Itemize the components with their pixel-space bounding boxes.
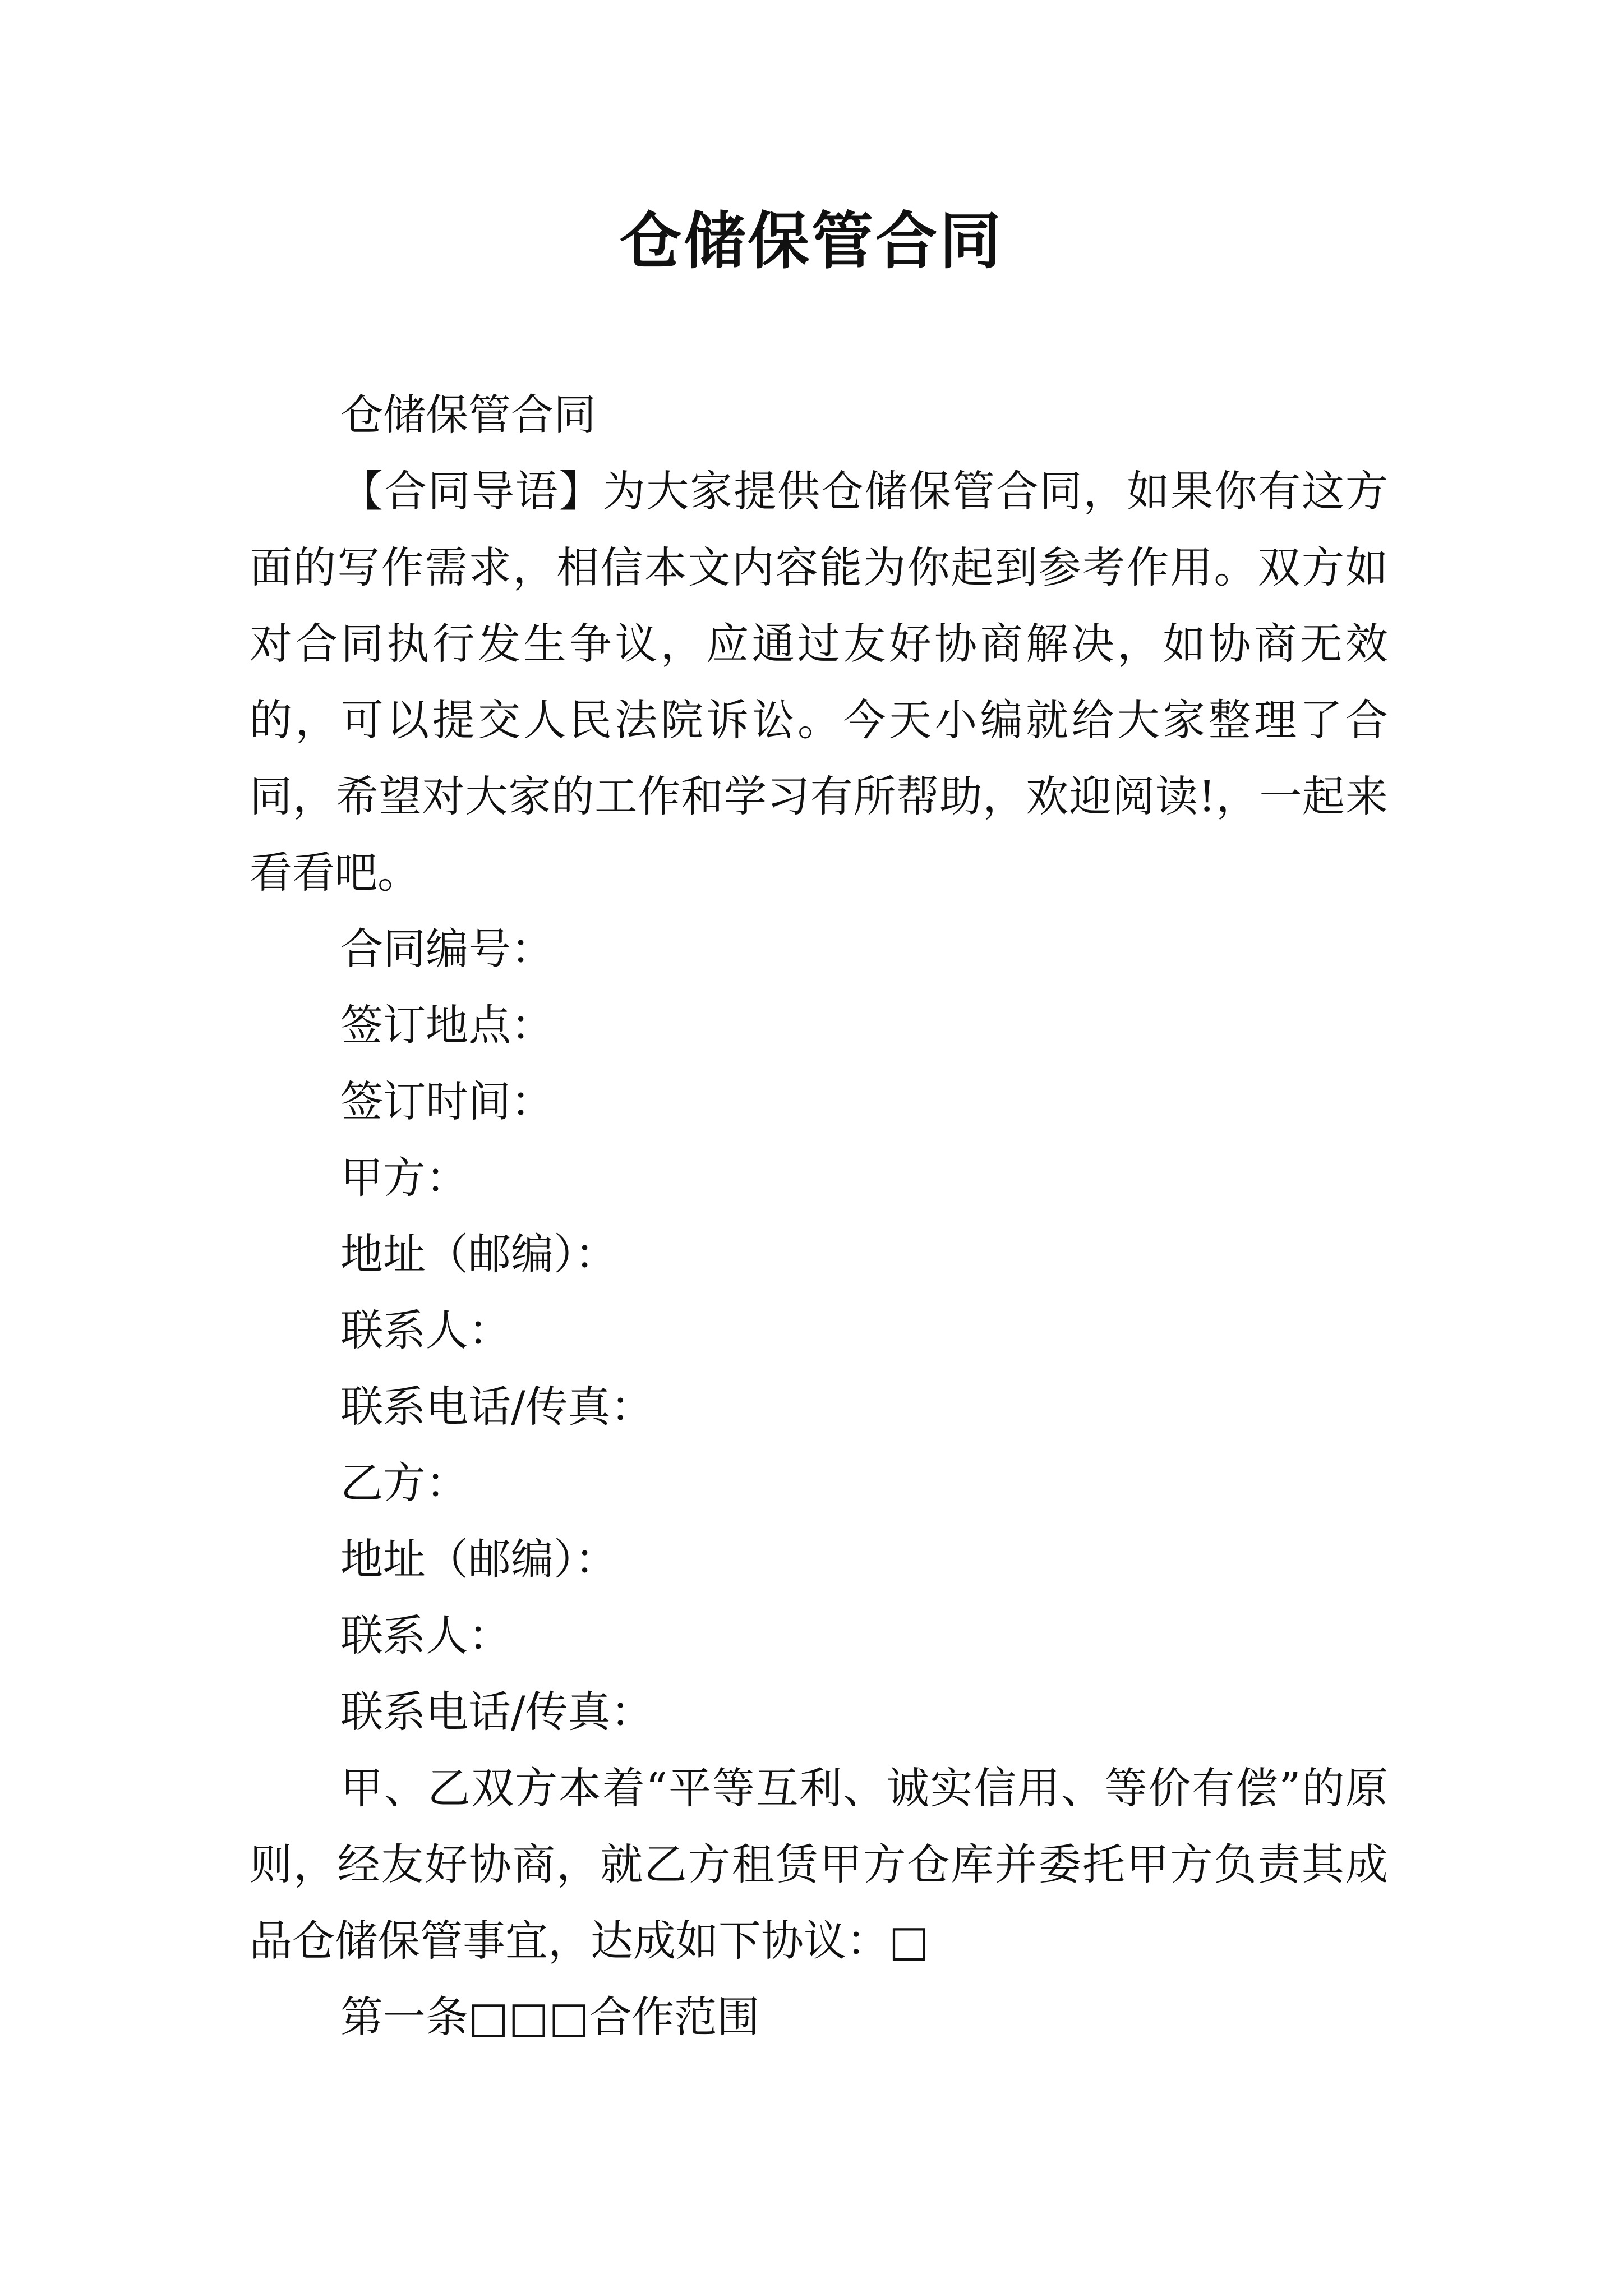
document-title: 仓储保管合同 bbox=[620, 205, 1003, 277]
field-party-a: 甲方： bbox=[340, 1153, 468, 1203]
paragraph-intro: 【合同导语】为大家提供仓储保管合同，如果你有这方面的写作需求，相信本文内容能为你起到参考作用。双方如对合同执行发生争议，应通过友好协商解决，如协商无效的，可以提交人民法院诉讼。今天小编就给大家整理了合同，希望对大家的工作和学习有所帮助，欢迎阅读!，一起来看看吧。 bbox=[250, 466, 1388, 898]
field-party-b-contact: 联系人： bbox=[340, 1611, 511, 1660]
field-party-b-address: 地址（邮编）： bbox=[340, 1534, 617, 1584]
field-contract-number: 合同编号： bbox=[340, 924, 554, 974]
field-signing-time: 签订时间： bbox=[340, 1076, 554, 1126]
field-party-b-phone: 联系电话/传真： bbox=[340, 1687, 653, 1737]
article-one-heading: 第一条□□□合作范围 bbox=[340, 1992, 760, 2042]
field-party-b: 乙方： bbox=[340, 1458, 468, 1508]
paragraph-agreement: 甲、乙双方本着“平等互利、诚实信用、等价有偿”的原则，经友好协商，就乙方租赁甲方仓库并委托甲方负责其成品仓储保管事宜，达成如下协议：□ bbox=[250, 1763, 1388, 1966]
field-party-a-contact: 联系人： bbox=[340, 1305, 511, 1355]
paragraph-heading: 仓储保管合同 bbox=[340, 390, 596, 440]
document-body bbox=[250, 377, 1388, 2055]
field-signing-place: 签订地点： bbox=[340, 1000, 554, 1050]
field-party-a-address: 地址（邮编）： bbox=[340, 1229, 617, 1279]
field-party-a-phone: 联系电话/传真： bbox=[340, 1382, 653, 1432]
